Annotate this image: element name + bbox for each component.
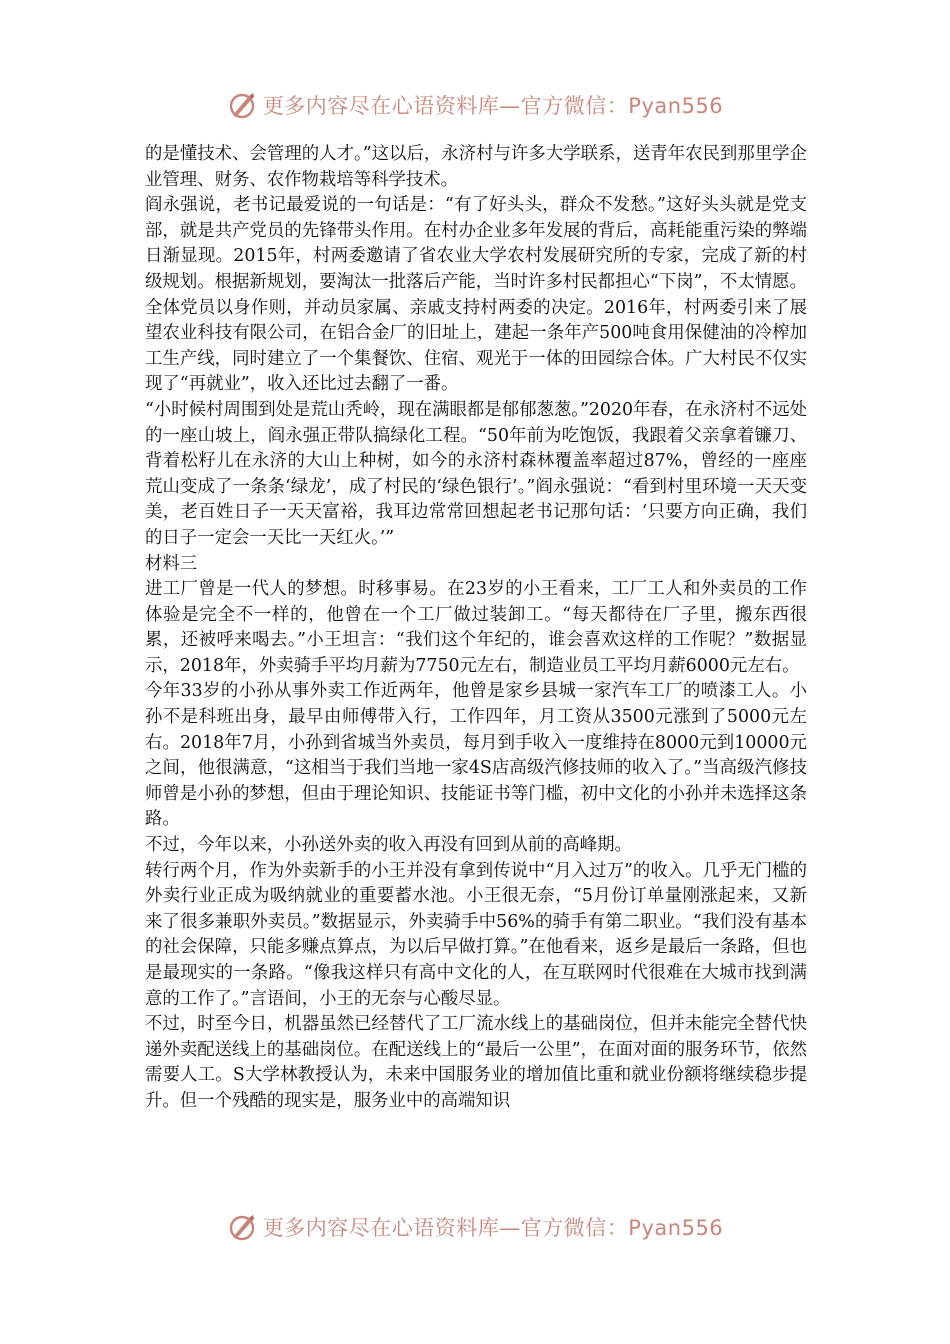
- pen-logo-icon: [227, 1212, 257, 1242]
- document-body: [145, 142, 807, 1115]
- paragraph: 不过，今年以来，小孙送外卖的收入再没有回到从前的高峰期。: [145, 835, 632, 856]
- paragraph: 进工厂曾是一代人的梦想。时移事易。在23岁的小王看来，工厂工人和外卖员的工作体验是完全不一样的，他曾在一个工厂做过装卸工。“每天都待在厂子里，搬东西很累，还被呼来喝去。”小王坦言：“我们这个年纪的，谁会喜欢这样的工作呢？”数据显示，2018年，外卖骑手平均月薪为7750元左右，制造业员工平均月薪6000元左右。: [145, 579, 807, 676]
- watermark-text: 更多内容尽在心语资料库—官方微信：Pyan556: [262, 1216, 724, 1240]
- paragraph: 今年33岁的小孙从事外卖工作近两年，他曾是家乡县城一家汽车工厂的喷漆工人。小孙不是科班出身，最早由师傅带入行，工作四年，月工资从3500元涨到了5000元左右。2018年7月，小孙到省城当外卖员，每月到手收入一度维持在8000元到10000元之间，他很满意，“这相当于我们当地一家4S店高级汽修技师的收入了。”当高级汽修技师曾是小孙的梦想，但由于理论知识、技能证书等门槛，初中文化的小孙并未选择这条路。: [145, 681, 807, 830]
- paragraph: 转行两个月，作为外卖新手的小王并没有拿到传说中“月入过万”的收入。几乎无门槛的外卖行业正成为吸纳就业的重要蓄水池。小王很无奈，“5月份订单量刚涨起来，又新来了很多兼职外卖员。”数据显示，外卖骑手中56%的骑手有第二职业。“我们没有基本的社会保障，只能多赚点算点，为以后早做打算。”在他看来，返乡是最后一条路，但也是最现实的一条路。“像我这样只有高中文化的人，在互联网时代很难在大城市找到满意的工作了。”言语间，小王的无奈与心酸尽显。: [145, 860, 807, 1009]
- watermark-text: 更多内容尽在心语资料库—官方微信：Pyan556: [262, 94, 724, 118]
- paragraph: “小时候村周围到处是荒山秃岭，现在满眼都是郁郁葱葱。”2020年春，在永济村不远处的一座山坡上，阎永强正带队搞绿化工程。“50年前为吃饱饭，我跟着父亲拿着镰刀、背着松籽儿在永济的大山上种树，如今的永济村森林覆盖率超过87%，曾经的一座座荒山变成了一条条‘绿龙’，成了村民的‘绿色银行’。”阎永强说：“看到村里环境一天天变美，老百姓日子一天天富裕，我耳边常常回想起老书记那句话：‘只要方向正确，我们的日子一定会一天比一天红火。’”: [145, 399, 808, 548]
- paragraph: 阎永强说，老书记最爱说的一句话是：“有了好头头，群众不发愁。”这好头头就是党支部，就是共产党员的先锋带头作用。在村办企业多年发展的背后，高耗能重污染的弊端日渐显现。2015年，村两委邀请了省农业大学农村发展研究所的专家，完成了新的村级规划。根据新规划，要淘汰一批落后产能，当时许多村民都担心“下岗”，不太情愿。全体党员以身作则，并动员家属、亲戚支持村两委的决定。2016年，村两委引来了展望农业科技有限公司，在铝合金厂的旧址上，建起一条年产500吨食用保健油的冷榨加工生产线，同时建立了一个集餐饮、住宿、观光于一体的田园综合体。广大村民不仅实现了“再就业”，收入还比过去翻了一番。: [145, 195, 807, 395]
- header-watermark: [0, 82, 950, 128]
- paragraph: 的是懂技术、会管理的人才。”这以后，永济村与许多大学联系，送青年农民到那里学企业管理、财务、农作物栽培等科学技术。: [145, 144, 807, 190]
- section-heading: 材料三: [145, 553, 198, 574]
- footer-watermark: [0, 1204, 950, 1250]
- paragraph: 不过，时至今日，机器虽然已经替代了工厂流水线上的基础岗位，但并未能完全替代快递外卖配送线上的基础岗位。在配送线上的“最后一公里”，在面对面的服务环节，依然需要人工。S大学林教授认为，未来中国服务业的增加值比重和就业份额将继续稳步提升。但一个残酷的现实是，服务业中的高端知识: [145, 1014, 807, 1111]
- pen-logo-icon: [227, 90, 257, 120]
